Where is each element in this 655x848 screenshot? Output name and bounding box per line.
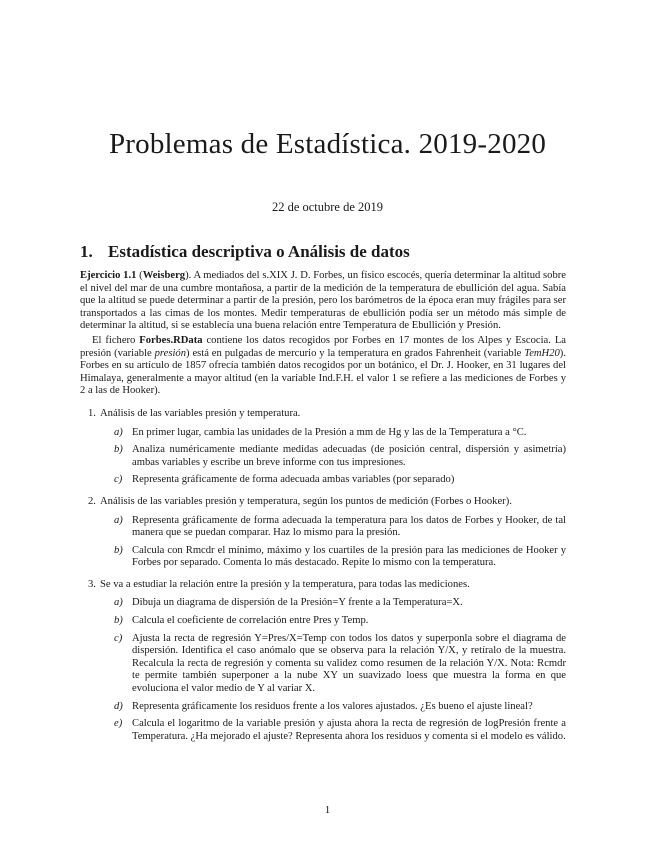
- variable-presion: presión: [154, 347, 187, 359]
- subquestion-text: Dibuja un diagrama de dispersión de la Presión=Y frente a la Temperatura=X.: [132, 597, 463, 609]
- subquestion-item: [100, 633, 566, 696]
- subquestion-item: [100, 427, 566, 440]
- document-date: 22 de octubre de 2019: [271, 200, 384, 214]
- subquestion-text: Representa gráficamente de forma adecuada la temperatura para los datos de Forbes y Hooker, de tal manera que se puedan comparar. Haz lo mismo para la presión.: [132, 514, 566, 539]
- subquestion-letter: b): [114, 615, 123, 627]
- question-item: [80, 408, 566, 487]
- subquestion-list: [100, 515, 566, 570]
- p2-text-b: contiene los datos recogidos por Forbes en 17 montes de los Alpes y Escocia. La presión (variable: [80, 334, 566, 359]
- subquestion-text: Representa gráficamente de forma adecuada ambas variables (por separado): [132, 474, 455, 486]
- exercise-intro-text: A mediados del s.XIX J. D. Forbes, un físico escocés, quería determinar la altitud sobre el nivel del mar de una cumbre montañosa, a partir de la medición de la temperatura de ebullición del agua. Sabía que la altitud se puede determinar a partir de la presión, pero los barómetros de la época eran muy frágiles para ser transportados a las cimas de los montes. Medir temperaturas de ebullición podía ser un método más simple de determinar la altitud, si se establecía una buena relación entre Temperatura de Ebullición y Presión.: [80, 270, 566, 332]
- section-number: 1.: [80, 242, 93, 261]
- section-heading: [80, 242, 410, 262]
- subquestion-item: [100, 515, 566, 540]
- document-body: [80, 270, 566, 752]
- question-number: 3.: [88, 578, 96, 590]
- question-list: [80, 408, 566, 743]
- p2-text-a: El fichero: [92, 334, 140, 346]
- p2-text-c: ) está en pulgadas de mercurio y la temperatura en grados Fahrenheit (variable: [186, 347, 525, 359]
- question-text: Análisis de las variables presión y temperatura, según los puntos de medición (Forbes o Hooker).: [100, 495, 512, 507]
- exercise-paragraph-1: Ejercicio 1.1 (Weisberg). A mediados del s.XIX J. D. Forbes, un físico escocés, quería determinar la altitud sobre el nivel del mar de una cumbre montañosa, a partir de la medición de la temperatura de ebullición del agua. Sabía que la altitud se puede determinar a partir de la presión, pero los barómetros de la época eran muy frágiles para ser transportados a las cimas de los montes. Medir temperaturas de ebullición podía ser un método más simple de determinar la altitud, si se establecía una buena relación entre Temperatura de Ebullición y Presión.: [80, 270, 566, 332]
- subquestion-text: Ajusta la recta de regresión Y=Pres/X=Temp con todos los datos y superponla sobre el diagrama de dispersión. Identifica el caso anómalo que se observa para la relación Y/X, y retíralo de la muestra. Recalcula la recta de regresión y comenta su validez como resumen de la relación Y/X. Nota: Rcmdr te permite también superponer a la nube XY un suavizado loess que muestra la forma en que evoluciona el valor medio de Y al variar X.: [132, 632, 566, 695]
- exercise-label: Ejercicio 1.1: [80, 270, 137, 281]
- question-number: 2.: [88, 495, 96, 507]
- section-title: Estadística descriptiva o Análisis de datos: [108, 242, 410, 261]
- subquestion-letter: b): [114, 544, 123, 556]
- subquestion-letter: c): [114, 632, 123, 644]
- subquestion-list: [100, 597, 566, 743]
- subquestion-item: [100, 474, 566, 487]
- subquestion-text: En primer lugar, cambia las unidades de la Presión a mm de Hg y las de la Temperatura a °C.: [132, 426, 527, 438]
- subquestion-item: [100, 718, 566, 743]
- question-item: [80, 579, 566, 744]
- subquestion-text: Calcula con Rmcdr el mínimo, máximo y los cuartiles de la presión para las mediciones de Hooker y Forbes por separado. Comenta lo más destacado. Repite lo mismo con la temperatura.: [132, 544, 566, 569]
- subquestion-list: [100, 427, 566, 487]
- exercise-paragraph-2: [80, 335, 566, 398]
- page-number: 1: [324, 804, 331, 816]
- subquestion-letter: a): [114, 597, 123, 609]
- question-text: Análisis de las variables presión y temperatura.: [100, 407, 301, 419]
- exercise-author: Weisberg: [142, 270, 186, 281]
- subquestion-item: [100, 444, 566, 469]
- question-number: 1.: [88, 407, 96, 419]
- subquestion-item: [100, 545, 566, 570]
- subquestion-letter: c): [114, 474, 123, 486]
- subquestion-letter: a): [114, 426, 123, 438]
- subquestion-item: [100, 597, 566, 610]
- subquestion-text: Calcula el logaritmo de la variable presión y ajusta ahora la recta de regresión de logPresión frente a Temperatura. ¿Ha mejorado el ajuste? Representa ahora los residuos y comenta si el modelo es válido.: [132, 718, 566, 742]
- question-item: [80, 496, 566, 570]
- variable-temh20: TemH20: [524, 347, 560, 359]
- subquestion-text: Analiza numéricamente mediante medidas adecuadas (de posición central, dispersión y asimetría) ambas variables y escribe un breve informe con tus impresiones.: [132, 444, 566, 468]
- question-text: Se va a estudiar la relación entre la presión y la temperatura, para todas las mediciones.: [100, 578, 470, 590]
- subquestion-text: Calcula el coeficiente de correlación entre Pres y Temp.: [132, 615, 369, 627]
- subquestion-letter: e): [114, 718, 123, 730]
- document-title: Problemas de Estadística. 2019-2020: [108, 128, 547, 160]
- subquestion-letter: d): [114, 700, 123, 712]
- subquestion-text: Representa gráficamente los residuos frente a los valores ajustados. ¿Es bueno el ajuste lineal?: [132, 700, 533, 712]
- data-file-name: Forbes.RData: [139, 334, 203, 346]
- subquestion-letter: a): [114, 514, 123, 526]
- subquestion-item: [100, 615, 566, 628]
- p2-text-d: ). Forbes en su artículo de 1857 ofrecía también datos recogidos por un botánico, el Dr. J. Hooker, en 31 lugares del Himalaya, generalmente a mayor altitud (en la variable Ind.F.H. el valor 1 se refiere a las mediciones de Forbes y 2 a las de Hooker).: [80, 347, 566, 397]
- subquestion-letter: b): [114, 444, 123, 456]
- subquestion-item: [100, 701, 566, 714]
